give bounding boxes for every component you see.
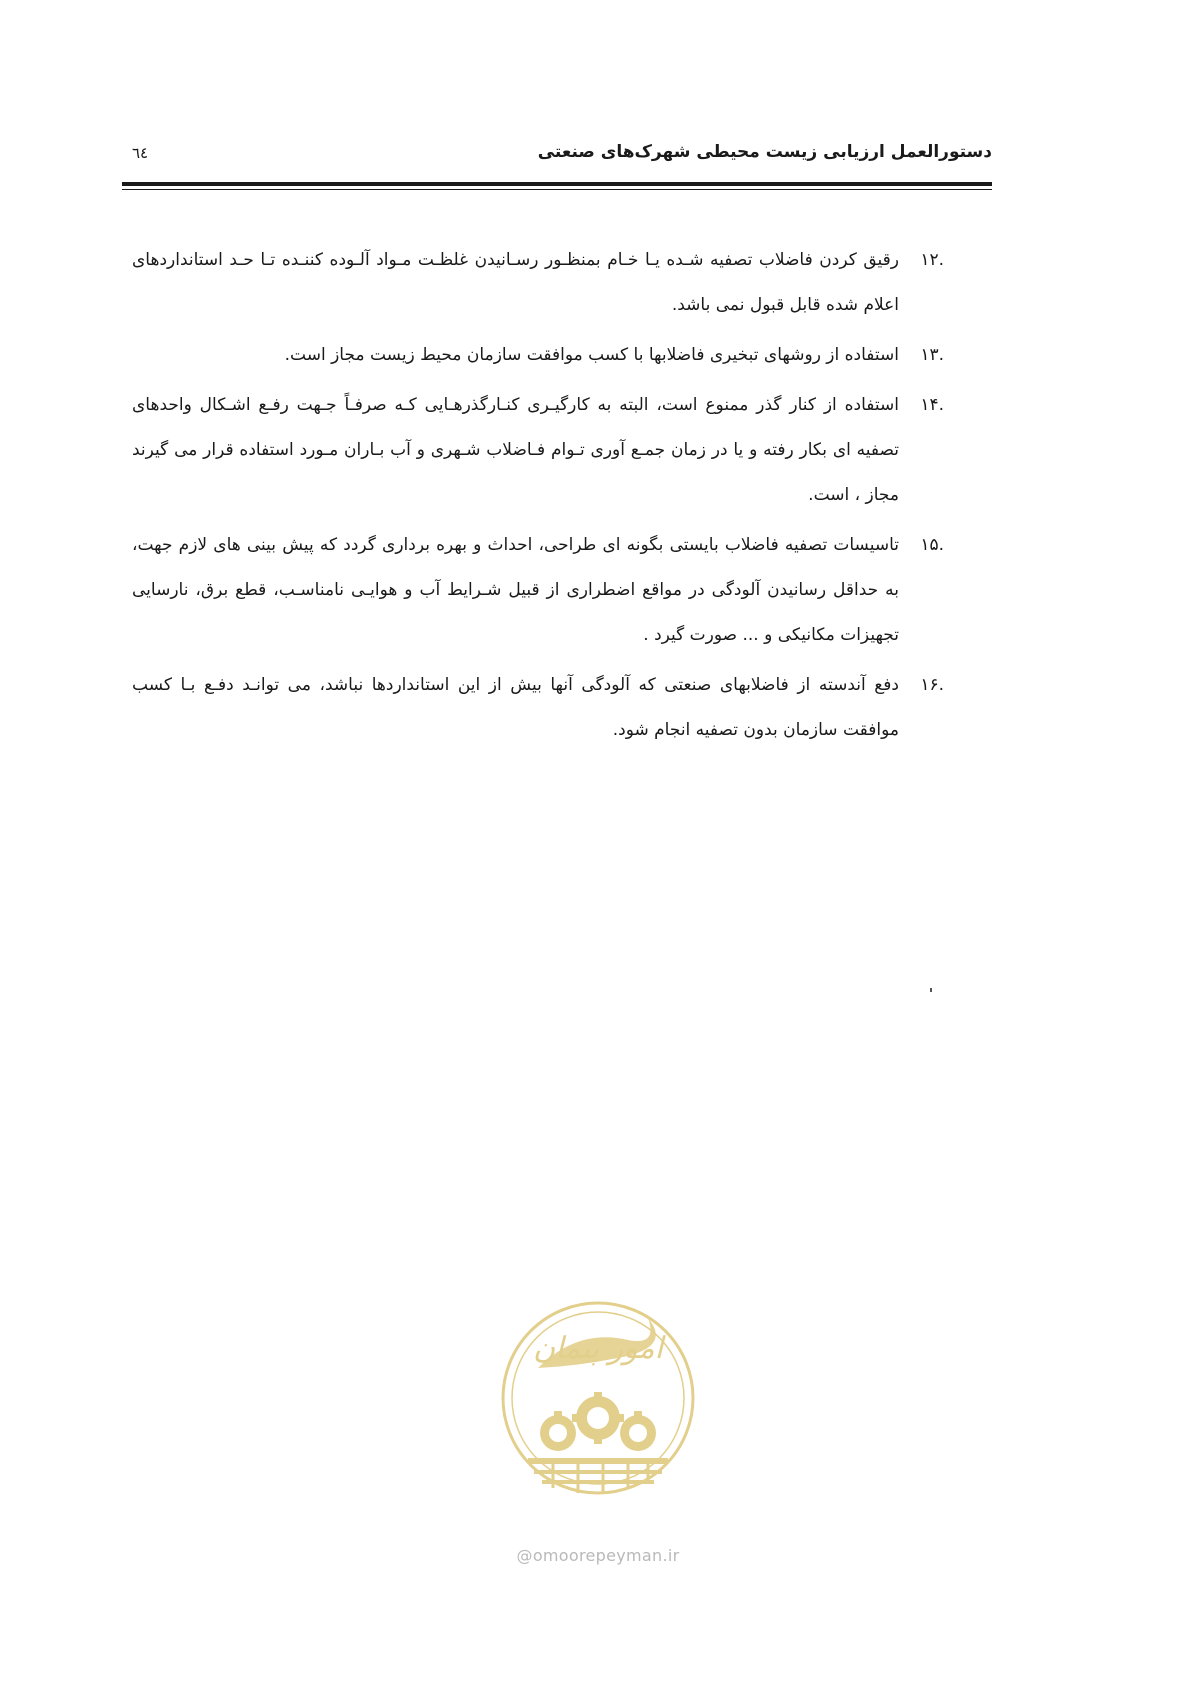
watermark-url: @omoorepeyman.ir [516, 1546, 680, 1565]
list-item [132, 523, 944, 658]
stamp-logo-text: امور پیمان [533, 1331, 663, 1366]
list-item-number: .۱۳ [920, 345, 944, 365]
header-rule-thick [122, 182, 992, 186]
list-item-text: رقیق کردن فاضلاب تصفیه شـده یـا خـام بمنظـور رسـانیدن غلظـت مـواد آلـوده کننـده تـا حـد استانداردهای اعلام شده قابل قبول نمی باشد. [132, 250, 899, 315]
page-header [122, 138, 992, 170]
watermark-stamp-logo [498, 1288, 698, 1518]
list-item-text: استفاده از روشهای تبخیری فاضلابها با کسب موافقت سازمان محیط زیست مجاز است. [284, 345, 899, 365]
list-item-text: استفاده از کنار گذر ممنوع است، البته به کارگیـری کنـارگذرهـایی کـه صرفـاً جـهت رفـع اشـکال واحدهای تصفیه ای بکار رفته و یا در زمان جمـع آوری تـوام فـاضلاب شـهری و آب بـاران مـورد استفاده قرار می گیرند مجاز ، است. [132, 395, 899, 505]
list-item [132, 238, 944, 328]
list-item-number: .۱۴ [920, 395, 944, 415]
document-title: دستورالعمل ارزیابی زیست محیطی شهرک‌های صنعتی [537, 142, 992, 162]
list-item-text: دفع آندسته از فاضلابهای صنعتی که آلودگی آنها بیش از این استانداردها نباشد، می توانـد دفـع بـا کسب موافقت سازمان بدون تصفیه انجام شود. [132, 675, 899, 740]
list-item-number: .۱۶ [920, 675, 944, 695]
scan-speck [930, 988, 932, 992]
header-rule-thin [122, 189, 992, 190]
list-item-number: .۱۲ [920, 250, 944, 270]
numbered-list [132, 238, 944, 758]
list-item [132, 333, 944, 378]
page-number: ٦٤ [132, 144, 149, 162]
list-item [132, 383, 944, 518]
list-item [132, 663, 944, 753]
list-item-number: .۱۵ [920, 535, 944, 555]
list-item-text: تاسیسات تصفیه فاضلاب بایستی بگونه ای طراحی، احداث و بهره برداری گردد که پیش بینی های لازم جهت، به حداقل رسانیدن آلودگی در مواقع اضطراری از قبیل شـرایط آب و هوایـی نامناسـب، قطع برق، نارسایی تجهیزات مکانیکی و ... صورت گیرد . [132, 535, 899, 645]
